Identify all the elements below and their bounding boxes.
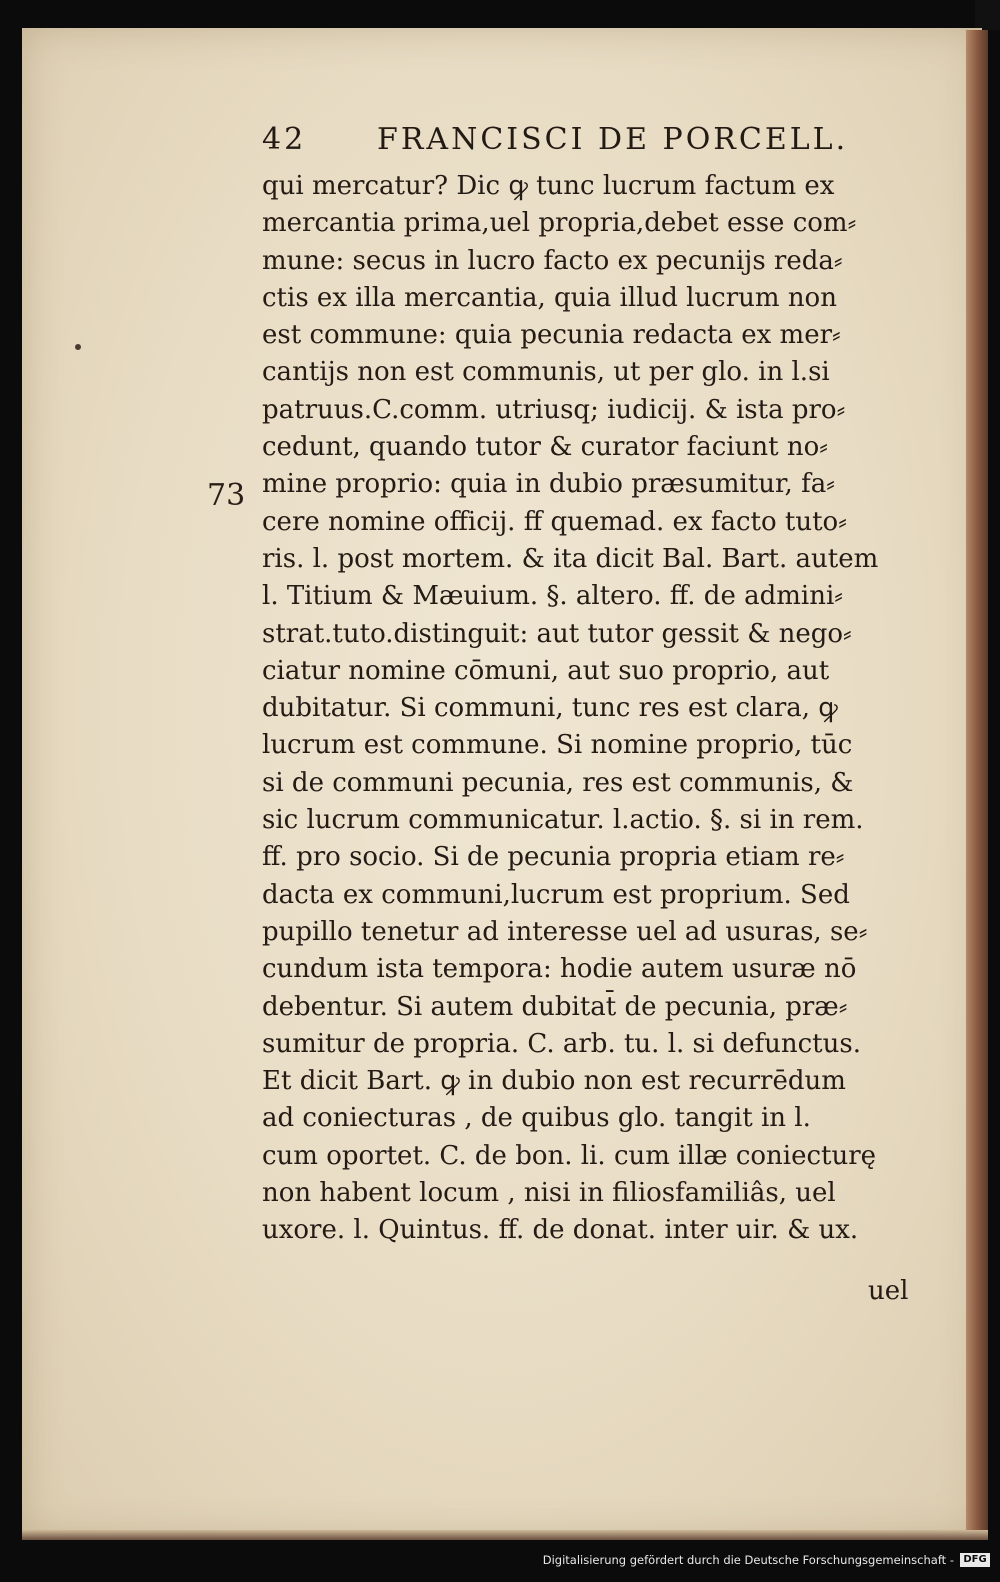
text-line: cere nomine officij. ff quemad. ex facto tuto⸗ [262, 506, 847, 537]
page-edge-right [966, 30, 988, 1536]
text-line: cedunt, quando tutor & curator faciunt no⸗ [262, 432, 828, 463]
text-line: ris. l. post mortem. & ita dicit Bal. Bart. autem [262, 543, 879, 574]
text-line: est commune: quia pecunia redacta ex mer⸗ [262, 320, 841, 351]
text-line: cundum ista tempora: hodie autem usuræ nō [262, 954, 857, 985]
text-line: debentur. Si autem dubitat̄ de pecunia, præ⸗ [262, 991, 848, 1022]
digitization-credit: Digitalisierung gefördert durch die Deutsche Forschungsgemeinschaft - [542, 1553, 954, 1567]
text-line: cantijs non est communis, ut per glo. in l.si [262, 357, 830, 388]
page-header [262, 122, 882, 168]
text-line: Et dicit Bart. ꝙ in dubio non est recurrēdum [262, 1066, 846, 1097]
text-line: ad coniecturas , de quibus glo. tangit in l. [262, 1103, 811, 1134]
text-line: sumitur de propria. C. arb. tu. l. si defunctus. [262, 1028, 861, 1059]
text-line: l. Titium & Mæuium. §. altero. ff. de admini⸗ [262, 581, 843, 612]
folio-number: 42 [262, 122, 307, 157]
body-text [262, 168, 922, 1250]
margin-note: 73 [207, 478, 246, 513]
running-head: FRANCISCI DE PORCELL. [377, 122, 849, 157]
catchword: uel [868, 1276, 909, 1306]
text-line: mune: secus in lucro facto ex pecunijs reda⸗ [262, 245, 843, 276]
text-line: ciatur nomine cōmuni, aut suo proprio, aut [262, 655, 830, 686]
text-line: patruus.C.comm. utriusq; iudicij. & ista pro⸗ [262, 394, 846, 425]
dfg-logo: DFG [960, 1553, 990, 1567]
text-line: ctis ex illa mercantia, quia illud lucrum non [262, 282, 837, 313]
text-line: dubitatur. Si communi, tunc res est clara, ꝙ [262, 693, 838, 724]
text-line: ff. pro socio. Si de pecunia propria etiam re⸗ [262, 842, 845, 873]
spine-corner [975, 0, 1000, 30]
text-line: mercantia prima,uel propria,debet esse com⸗ [262, 208, 857, 239]
text-line: uxore. l. Quintus. ff. de donat. inter uir. & ux. [262, 1215, 859, 1246]
text-line: strat.tuto.distinguit: aut tutor gessit & nego⸗ [262, 618, 852, 649]
text-line: si de communi pecunia, res est communis, & [262, 767, 854, 798]
text-line: pupillo tenetur ad interesse uel ad usuras, se⸗ [262, 916, 868, 947]
text-line: qui mercatur? Dic ꝙ tunc lucrum factum ex [262, 171, 835, 201]
text-line: lucrum est commune. Si nomine proprio, tūc [262, 730, 853, 761]
ink-speck [75, 344, 81, 350]
page-edge-bottom [22, 1530, 988, 1540]
text-line: dacta ex communi,lucrum est proprium. Sed [262, 879, 850, 910]
text-line: non habent locum , nisi in filiosfamiliâs, uel [262, 1178, 836, 1209]
text-line: sic lucrum communicatur. l.actio. §. si in rem. [262, 805, 864, 836]
text-line: cum oportet. C. de bon. li. cum illæ coniecturę [262, 1140, 877, 1171]
text-line: mine proprio: quia in dubio præsumitur, fa⸗ [262, 469, 835, 500]
